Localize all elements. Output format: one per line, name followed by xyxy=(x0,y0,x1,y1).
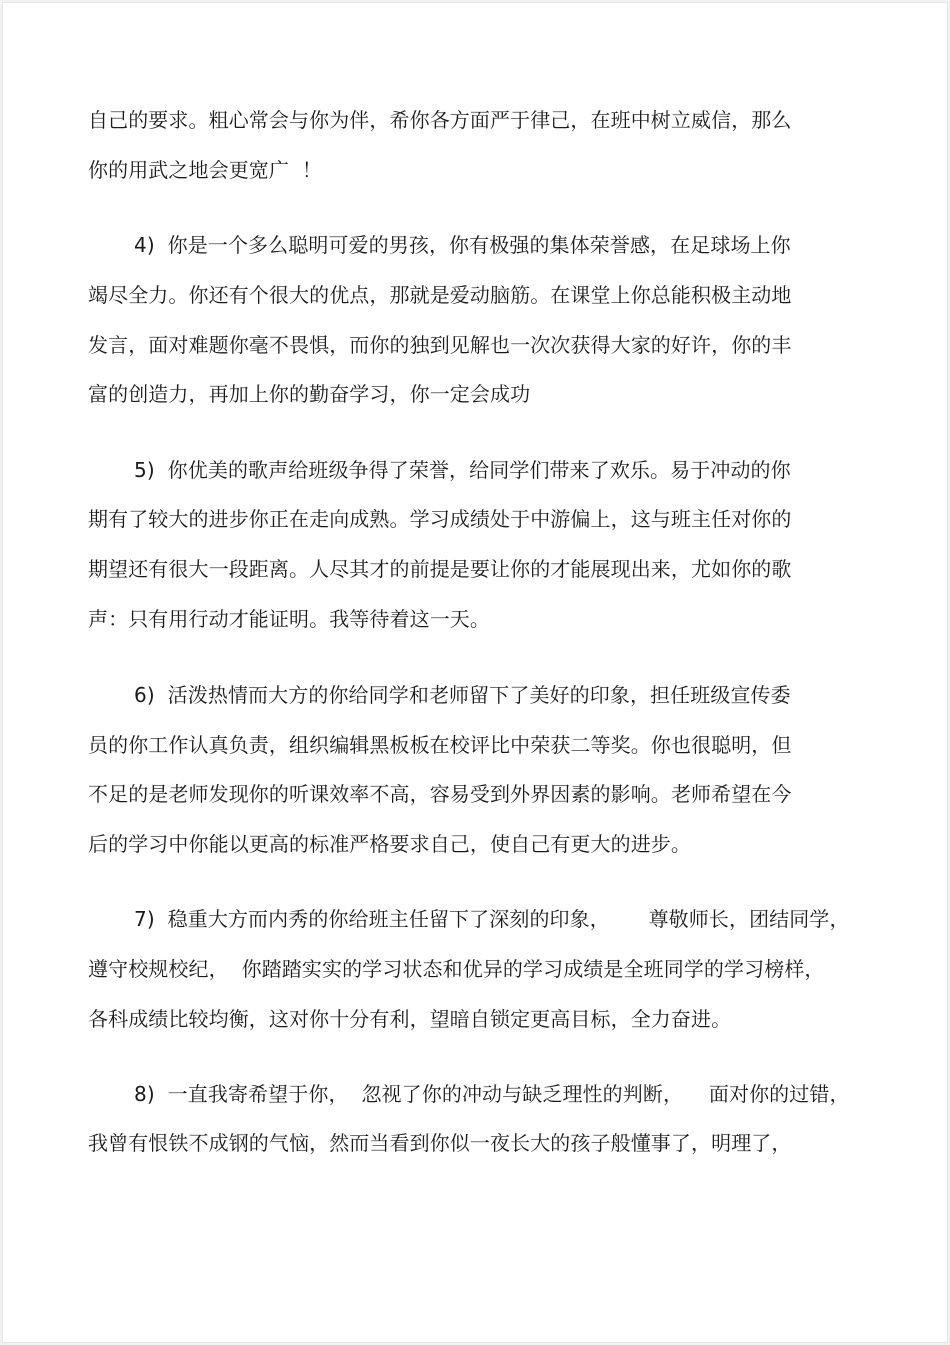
text-line: 遵守校规校纪， 你踏踏实实的学习状态和优异的学习成绩是全班同学的学习榜样， xyxy=(88,957,825,981)
text-line: 你的用武之地会更宽广 ！ xyxy=(88,158,323,182)
text-line: 竭尽全力。你还有个很大的优点，那就是爱动脑筋。在课堂上你总能积极主动地 xyxy=(88,283,792,307)
text-line: 发言，面对难题你毫不畏惧，而你的独到见解也一次次获得大家的好许，你的丰 xyxy=(88,333,792,357)
text-line: 我曾有恨铁不成钢的气恼，然而当看到你似一夜长大的孩子般懂事了，明理了， xyxy=(88,1131,792,1155)
text-line: 员的你工作认真负责，组织编辑黑板板在校评比中荣获二等奖。你也很聪明，但 xyxy=(88,733,792,757)
text-line: 不足的是老师发现你的听课效率不高，容易受到外界因素的影响。老师希望在今 xyxy=(88,782,792,806)
text-line: 各科成绩比较均衡，这对你十分有利，望暗自锁定更高目标，全力奋进。 xyxy=(88,1007,732,1031)
text-line: 自己的要求。粗心常会与你为伴，希你各方面严于律己，在班中树立威信，那么 xyxy=(88,108,792,132)
document-page xyxy=(3,3,947,1342)
text-line: 富的创造力，再加上你的勤奋学习，你一定会成功 xyxy=(88,382,531,406)
text-line: 后的学习中你能以更高的标准严格要求自己，使自己有更大的进步。 xyxy=(88,832,691,856)
text-line: 6) 活泼热情而大方的你给同学和老师留下了美好的印象，担任班级宣传委 xyxy=(134,683,791,707)
text-line: 期望还有很大一段距离。人尽其才的前提是要让你的才能展现出来，尤如你的歌 xyxy=(88,557,792,581)
text-line: 4) 你是一个多么聪明可爱的男孩，你有极强的集体荣誉感，在足球场上你 xyxy=(134,233,791,257)
text-line: 5) 你优美的歌声给班级争得了荣誉，给同学们带来了欢乐。易于冲动的你 xyxy=(134,458,791,482)
text-line: 声：只有用行动才能证明。我等待着这一天。 xyxy=(88,607,490,631)
text-line: 7) 稳重大方而内秀的你给班主任留下了深刻的印象， 尊敬师长，团结同学， xyxy=(134,907,850,931)
text-line: 期有了较大的进步你正在走向成熟。学习成绩处于中游偏上，这与班主任对你的 xyxy=(88,507,792,531)
text-line: 8) 一直我寄希望于你， 忽视了你的冲动与缺乏理性的判断， 面对你的过错， xyxy=(134,1082,850,1106)
